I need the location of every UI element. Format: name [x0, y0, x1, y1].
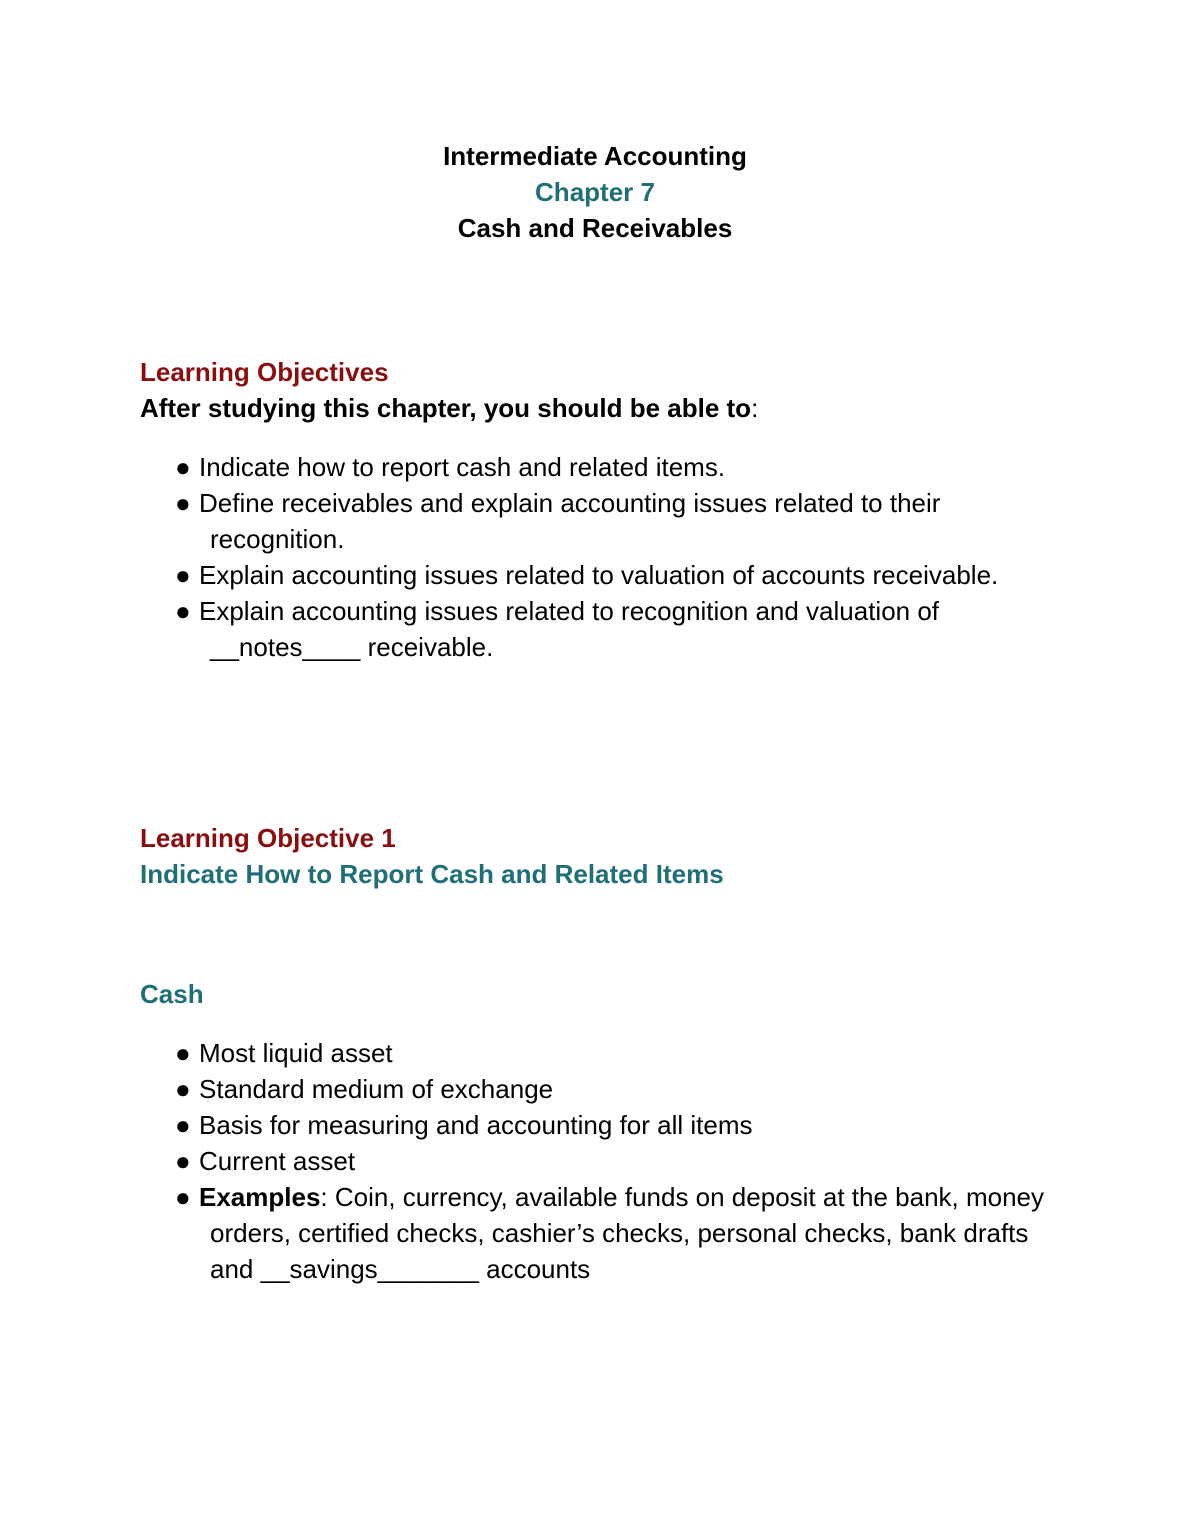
objective-text: Explain accounting issues related to valuation of accounts receivable.: [199, 560, 999, 590]
objective-1-section: [140, 820, 1060, 892]
chapter-number: Chapter 7: [535, 177, 655, 207]
learning-objectives-intro: [140, 390, 1060, 426]
list-item: [140, 1179, 1060, 1287]
examples-label: Examples: [199, 1182, 321, 1212]
bullet-icon: ●: [175, 1182, 191, 1212]
list-item: [140, 593, 1060, 665]
bullet-icon: ●: [175, 1038, 191, 1068]
cash-item-text: Basis for measuring and accounting for all items: [199, 1110, 753, 1140]
learning-objectives-section: [140, 354, 1060, 665]
objective-1-subheading: Indicate How to Report Cash and Related Items: [140, 859, 724, 889]
cash-section: [140, 976, 1060, 1287]
list-item: [140, 449, 1060, 485]
intro-colon: :: [751, 393, 759, 423]
bullet-icon: ●: [175, 596, 191, 626]
list-item: [140, 1035, 1060, 1071]
bullet-icon: ●: [175, 560, 191, 590]
objective-text: Define receivables and explain accounting issues related to their recognition.: [199, 488, 941, 554]
learning-objectives-heading: Learning Objectives: [140, 357, 389, 387]
cash-heading: Cash: [140, 979, 204, 1009]
list-item: [140, 1143, 1060, 1179]
list-item: [140, 557, 1060, 593]
bullet-icon: ●: [175, 1074, 191, 1104]
intro-bold-text: After studying this chapter, you should be able to: [140, 393, 752, 423]
objectives-list: [140, 449, 1060, 665]
bullet-icon: ●: [175, 1146, 191, 1176]
cash-item-text: Current asset: [199, 1146, 356, 1176]
examples-list: : Coin, currency, available funds on deposit at the bank, money orders, certified checks, cashier’s checks, personal checks, bank drafts and __savings_______ accounts: [210, 1182, 1045, 1284]
cash-item-text: Standard medium of exchange: [199, 1074, 554, 1104]
chapter-title: Cash and Receivables: [457, 213, 733, 243]
objective-text: Indicate how to report cash and related items.: [199, 452, 726, 482]
list-item: [140, 485, 1060, 557]
cash-item-text: Most liquid asset: [199, 1038, 393, 1068]
bullet-icon: ●: [175, 1110, 191, 1140]
list-item: [140, 1107, 1060, 1143]
objective-text: Explain accounting issues related to recognition and valuation of __notes____ receivable.: [199, 596, 940, 662]
bullet-icon: ●: [175, 488, 191, 518]
objective-1-heading: Learning Objective 1: [140, 823, 396, 853]
examples-text: [199, 1182, 1044, 1284]
bullet-icon: ●: [175, 452, 191, 482]
cash-list: [140, 1035, 1060, 1287]
course-title: Intermediate Accounting: [443, 141, 747, 171]
list-item: [140, 1071, 1060, 1107]
title-block: [0, 138, 1190, 246]
